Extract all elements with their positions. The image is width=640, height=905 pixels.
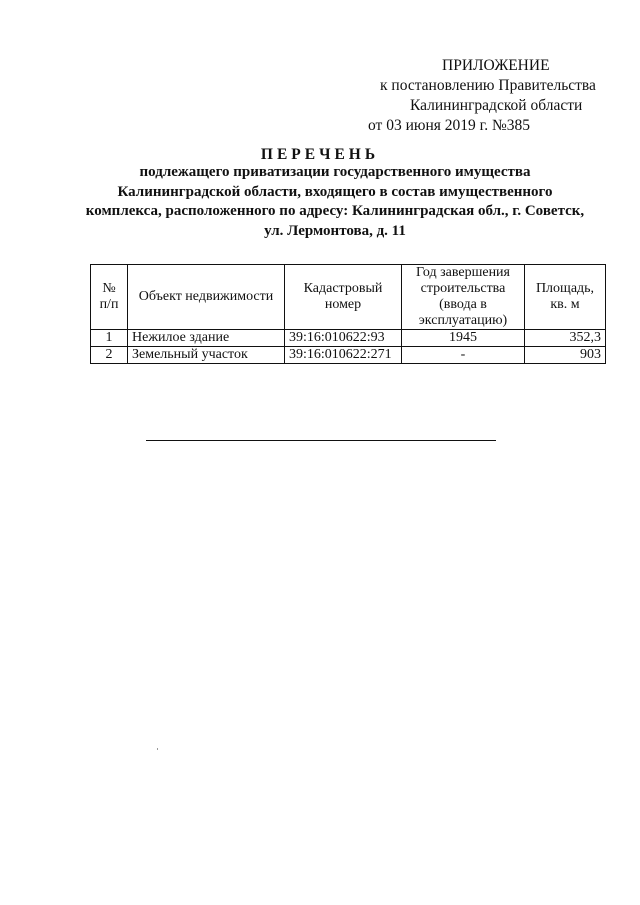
table-header-row	[91, 265, 606, 330]
document-subtitle: подлежащего приватизации государственного имущества Калининградской области, входящего в состав имущественного комплекса, расположенного по адресу: Калининградская обл., г. Советск, ул. Лермонтова, д. 11	[85, 164, 585, 239]
header-year: Год завершения строительства (ввода в эксплуатацию)	[402, 265, 525, 330]
cell-year: -	[402, 347, 525, 364]
appendix-block	[368, 56, 610, 136]
table-row	[91, 330, 606, 347]
header-area: Площадь, кв. м	[525, 265, 606, 330]
header-cadastral: Кадастровый номер	[285, 265, 402, 330]
cell-cadastral: 39:16:010622:271	[285, 347, 402, 364]
cell-number: 2	[91, 347, 128, 364]
table-row	[91, 347, 606, 364]
header-number: № п/п	[91, 265, 128, 330]
document-title: ПЕРЕЧЕНЬ	[260, 146, 380, 163]
cell-object: Нежилое здание	[128, 330, 285, 347]
closing-rule	[146, 440, 496, 441]
appendix-line-resolution: к постановлению Правительства	[380, 77, 596, 94]
scan-speck	[157, 748, 158, 750]
cell-year: 1945	[402, 330, 525, 347]
appendix-line-date: от 03 июня 2019 г. №385	[368, 117, 531, 134]
cell-number: 1	[91, 330, 128, 347]
property-table	[90, 264, 606, 364]
appendix-line-region: Калининградской области	[410, 97, 583, 114]
cell-object: Земельный участок	[128, 347, 285, 364]
cell-area: 903	[525, 347, 606, 364]
appendix-heading: ПРИЛОЖЕНИЕ	[442, 57, 550, 74]
header-object: Объект недвижимости	[128, 265, 285, 330]
cell-area: 352,3	[525, 330, 606, 347]
cell-cadastral: 39:16:010622:93	[285, 330, 402, 347]
